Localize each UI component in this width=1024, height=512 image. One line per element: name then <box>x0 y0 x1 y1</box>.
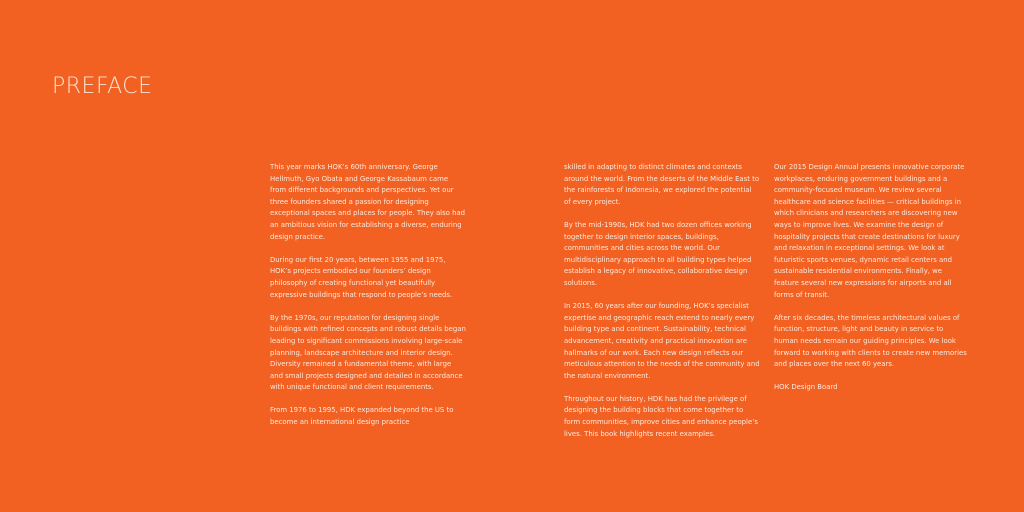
signature-line: HOK Design Board <box>774 383 838 392</box>
paragraph: Our 2015 Design Annual presents innovative corporate workplaces, enduring government buildings and a community-focused museum. We review several healthcare and science facilities — critical buildings in which clinicians and researchers are discovering new ways to improve lives. We examine the design of hospitality projects that create destinations for luxury and relaxation in exceptional settings. We look at futuristic sports venues, dynamic retail centers and sustainable residential environments. Finally, we feature several new expressions for airports and all forms of transit. <box>774 163 965 299</box>
text-column-1 <box>270 162 466 440</box>
paragraph: By the mid-1990s, HDK had two dozen offices working together to design interior spaces, buildings, communities and cities across the world. Our multidisciplinary approach to all building types helped establish a legacy of innovative, collaborative design solutions. <box>564 220 752 287</box>
paragraph: By the 1970s, our reputation for designing single buildings with refined concepts and robust details began leading to significant commissions involving large-scale planning, landscape architecture and interior design. Diversity remained a fundamental theme, with large and small projects designed and detailed in accordance with unique functional and client requirements. <box>270 313 466 392</box>
paragraph: From 1976 to 1995, HDK expanded beyond the US to become an international design practice <box>270 406 454 427</box>
paragraph: During our first 20 years, between 1955 and 1975, HOK’s projects embodied our founders’ design philosophy of creating functional yet beautifully expressive buildings that respond to people’s needs. <box>270 255 453 299</box>
paragraph: After six decades, the timeless architectural values of function, structure, light and beauty in service to human needs remain our guiding principles. We look forward to working with clients to create new memories and places over the next 60 years. <box>774 313 967 369</box>
text-column-2 <box>564 162 760 452</box>
paragraph: Throughout our history, HDK has had the privilege of designing the building blocks that come together to form communities, improve cities and enhance people’s lives. This book highlights recent examples. <box>564 394 758 438</box>
paragraph: In 2015, 60 years after our founding, HOK’s specialist expertise and geographic reach extend to nearly every building type and continent. Sustainability, technical advancement, creativity and practical innovation are hallmarks of our work. Each new design reflects our meticulous attention to the needs of the community and the natural environment. <box>564 302 760 380</box>
page-title: PREFACE <box>52 74 153 99</box>
paragraph: skilled in adapting to distinct climates and contexts around the world. From the deserts of the Middle East to the rainforests of Indonesia, we explored the potential of every project. <box>564 163 760 206</box>
text-column-3 <box>774 162 968 405</box>
paragraph: This year marks HOK’s 60th anniversary. George Hellmuth, Gyo Obata and George Kassabaum came from different backgrounds and perspectives. Yet our three founders shared a passion for designing exceptional spaces and places for people. They also had an ambitious vision for establishing a diverse, enduring design practice. <box>270 163 466 241</box>
